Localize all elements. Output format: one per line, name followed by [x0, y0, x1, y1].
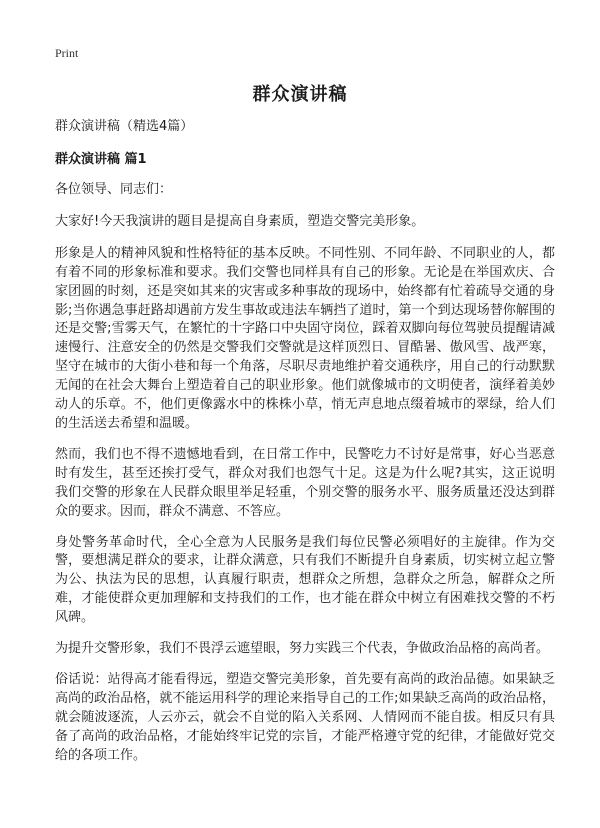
- salutation-paragraph: 各位领导、同志们：: [55, 182, 173, 197]
- page-title: 群众演讲稿: [252, 84, 348, 105]
- body-paragraph: 身处警务革命时代，全心全意为人民服务是我们每位民警必须唱好的主旋律。作为交警，要想满足群众的要求，让群众满意，只有我们不断提升自身素质，切实树立起立警为公、执法为民的思想，认真履行职责，想群众之所想，急群众之所急，解群众之所难，才能使群众更加理解和支持我们的工作，也才能在群众中树立有困难找交警的不朽风碑。: [55, 534, 555, 626]
- body-paragraph: 俗话说：站得高才能看得远，塑造交警完美形象，首先要有高尚的政治品德。如果缺乏高尚的政治品格，就不能运用科学的理论来指导自己的工作;如果缺乏高尚的政治品格，就会随波逐流，人云亦云，就会不自觉的陷入关系网、人情网而不能自拔。相反只有具备了高尚的政治品格，才能始终牢记党的宗旨，才能严格遵守党的纪律，才能做好党交给的各项工作。: [55, 671, 555, 763]
- body-paragraph: 为提升交警形象，我们不畏浮云遮望眼，努力实践三个代表，争做政治品格的高尚者。: [55, 641, 550, 657]
- document-body: [55, 117, 555, 777]
- section-heading: 群众演讲稿 篇1: [55, 152, 147, 167]
- print-link[interactable]: Print: [55, 46, 79, 60]
- intro-paragraph: 大家好!今天我演讲的题目是提高自身素质，塑造交警完美形象。: [55, 213, 425, 229]
- body-paragraph: 然而，我们也不得不遗憾地看到，在日常工作中，民警吃力不讨好是常事，好心当恶意时有发生，甚至还挨打受气，群众对我们也怨气十足。这是为什么呢?其实，这正说明我们交警的形象在人民群众眼里举足轻重，个别交警的服务水平、服务质量还没达到群众的要求。因而，群众不满意、不答应。: [55, 446, 555, 519]
- document-subtitle: 群众演讲稿（精选4篇）: [55, 119, 194, 134]
- body-paragraph: 形象是人的精神风貌和性格特征的基本反映。不同性别、不同年龄、不同职业的人，都有着不同的形象标准和要求。我们交警也同样具有自己的形象。无论是在举国欢庆、合家团圆的时刻，还是突如其来的灾害或多种事故的现场中，始终都有忙着疏导交通的身影;当你遇急事赶路却遇前方发生事故或违法车辆挡了道时，第一个到达现场替你解围的还是交警;雪雾天气，在繁忙的十字路口中央固守岗位，踩着双脚向每位驾驶员提醒请减速慢行、注意安全的仍然是交警我们交警就是这样顶烈日、冒酷暑、傲风雪、战严寒，坚守在城市的大街小巷和每一个角落，尽职尽责地维护着交通秩序，用自己的行动默默无闻的在社会大舞台上塑造着自己的职业形象。他们就像城市的文明使者，演绎着美妙动人的乐章。不，他们更像露水中的株株小草，悄无声息地点缀着城市的翠绿，给人们的生活送去希望和温暖。: [55, 245, 555, 431]
